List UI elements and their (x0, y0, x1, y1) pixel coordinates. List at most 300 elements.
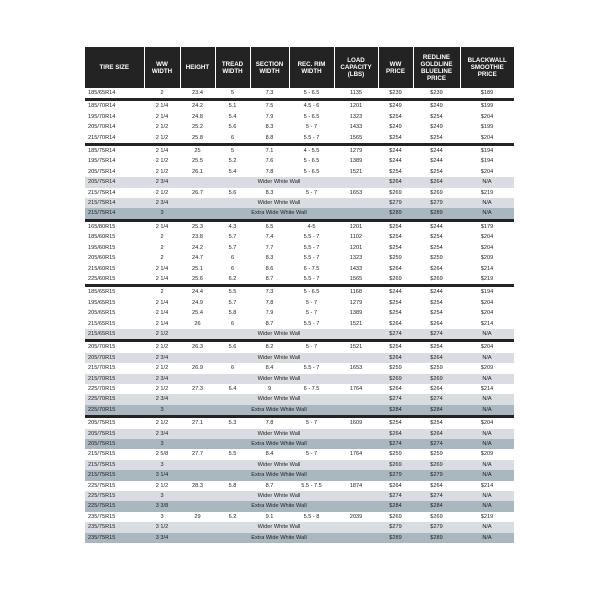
cell-blackwall-price: $219 (460, 188, 514, 198)
cell-load-capacity: 1521 (334, 167, 378, 177)
cell-tire-size: 185/60R15 (85, 232, 144, 242)
cell-section-width: 7.9 (250, 112, 289, 122)
header-ww-price: WW PRICE (378, 47, 413, 88)
cell-height: 24.7 (180, 253, 215, 263)
cell-ww-width: 3 (144, 439, 180, 449)
cell-tire-size: 215/75R14 (85, 208, 144, 218)
cell-ww-price: $274 (378, 491, 413, 501)
cell-ww-price: $254 (378, 342, 413, 352)
cell-blackwall-price: N/A (460, 374, 514, 384)
cell-load-capacity: 1201 (334, 222, 378, 232)
cell-tread-width: 6 (215, 264, 250, 274)
table-row (85, 287, 514, 297)
cell-ww-price: $254 (378, 133, 413, 143)
cell-tire-size: 195/65R15 (85, 298, 144, 308)
cell-redline-price: $289 (413, 533, 460, 543)
cell-redline-price: $254 (413, 243, 460, 253)
table-row (85, 101, 514, 111)
cell-blackwall-price: $179 (460, 222, 514, 232)
cell-blackwall-price: $219 (460, 274, 514, 284)
cell-redline-price: $254 (413, 418, 460, 428)
cell-ww-width: 2 (144, 287, 180, 297)
cell-tire-size: 225/70R15 (85, 384, 144, 394)
cell-redline-price: $269 (413, 512, 460, 522)
cell-note: Wider White Wall (180, 353, 378, 363)
cell-ww-price: $269 (378, 274, 413, 284)
cell-ww-width: 3 (144, 405, 180, 415)
cell-redline-price: $264 (413, 264, 460, 274)
cell-tread-width: 5.3 (215, 418, 250, 428)
cell-ww-price: $289 (378, 533, 413, 543)
cell-redline-price: $254 (413, 342, 460, 352)
table-row (85, 253, 514, 263)
table-row (85, 439, 514, 449)
cell-tread-width: 5.6 (215, 122, 250, 132)
cell-tread-width: 6 (215, 319, 250, 329)
cell-ww-price: $264 (378, 264, 413, 274)
cell-height: 26.9 (180, 363, 215, 373)
cell-ww-width: 2 1/2 (144, 156, 180, 166)
cell-tire-size: 225/70R15 (85, 394, 144, 404)
cell-ww-width: 2 1/2 (144, 329, 180, 339)
cell-redline-price: $274 (413, 491, 460, 501)
cell-ww-price: $239 (378, 88, 413, 98)
cell-blackwall-price: $214 (460, 319, 514, 329)
cell-rec-rim-width: 6 - 7.5 (289, 264, 334, 274)
cell-blackwall-price: N/A (460, 329, 514, 339)
cell-ww-price: $254 (378, 222, 413, 232)
cell-ww-price: $274 (378, 329, 413, 339)
cell-blackwall-price: N/A (460, 405, 514, 415)
cell-tread-width: 6 (215, 363, 250, 373)
cell-redline-price: $289 (413, 208, 460, 218)
cell-tread-width: 5.5 (215, 287, 250, 297)
cell-note: Extra Wide White Wall (180, 439, 378, 449)
cell-blackwall-price: $214 (460, 384, 514, 394)
cell-ww-price: $259 (378, 253, 413, 263)
cell-tire-size: 215/70R15 (85, 363, 144, 373)
cell-ww-width: 2 (144, 253, 180, 263)
cell-ww-price: $244 (378, 146, 413, 156)
cell-ww-width: 2 1/4 (144, 222, 180, 232)
cell-ww-width: 2 5/8 (144, 449, 180, 459)
cell-section-width: 7.9 (250, 308, 289, 318)
cell-note: Extra Wide White Wall (180, 405, 378, 415)
cell-load-capacity: 1323 (334, 253, 378, 263)
cell-blackwall-price: $204 (460, 298, 514, 308)
cell-height: 25.3 (180, 222, 215, 232)
cell-tire-size: 185/70R14 (85, 101, 144, 111)
cell-blackwall-price: $204 (460, 243, 514, 253)
cell-redline-price: $264 (413, 384, 460, 394)
cell-blackwall-price: N/A (460, 177, 514, 187)
cell-note: Extra Wide White Wall (180, 501, 378, 511)
cell-height: 25.1 (180, 264, 215, 274)
cell-tread-width: 6.4 (215, 384, 250, 394)
cell-redline-price: $244 (413, 156, 460, 166)
cell-ww-width: 2 3/4 (144, 374, 180, 384)
cell-ww-price: $249 (378, 101, 413, 111)
cell-load-capacity: 1389 (334, 308, 378, 318)
cell-ww-width: 2 1/2 (144, 133, 180, 143)
table-row (85, 188, 514, 198)
cell-height: 24.4 (180, 287, 215, 297)
cell-tread-width: 5.4 (215, 112, 250, 122)
cell-ww-price: $254 (378, 243, 413, 253)
table-row (85, 418, 514, 428)
cell-height: 25 (180, 146, 215, 156)
cell-rec-rim-width: 4 - 5.5 (289, 146, 334, 156)
cell-ww-price: $274 (378, 394, 413, 404)
cell-blackwall-price: N/A (460, 429, 514, 439)
cell-ww-width: 2 (144, 88, 180, 98)
cell-ww-price: $254 (378, 232, 413, 242)
cell-ww-width: 2 (144, 243, 180, 253)
cell-tread-width: 5.7 (215, 243, 250, 253)
cell-redline-price: $244 (413, 287, 460, 297)
cell-tread-width: 5.8 (215, 481, 250, 491)
header-tread-width: TREAD WIDTH (215, 47, 250, 88)
cell-section-width: 7.8 (250, 167, 289, 177)
cell-tread-width: 5.2 (215, 156, 250, 166)
table-row (85, 298, 514, 308)
cell-section-width: 9.1 (250, 512, 289, 522)
cell-load-capacity: 1389 (334, 156, 378, 166)
cell-redline-price: $264 (413, 353, 460, 363)
cell-tread-width: 5.6 (215, 188, 250, 198)
cell-rec-rim-width: 5.5 - 7 (289, 253, 334, 263)
cell-ww-width: 3 (144, 491, 180, 501)
cell-ww-price: $279 (378, 198, 413, 208)
header-section-width: SECTION WIDTH (250, 47, 289, 88)
cell-tire-size: 185/75R14 (85, 146, 144, 156)
cell-note: Wider White Wall (180, 374, 378, 384)
cell-redline-price: $259 (413, 253, 460, 263)
table-row (85, 374, 514, 384)
table-row (85, 112, 514, 122)
cell-redline-price: $269 (413, 274, 460, 284)
header-load-capacity: LOAD CAPACITY (LBS) (334, 47, 378, 88)
cell-rec-rim-width: 5 - 7 (289, 342, 334, 352)
cell-tread-width: 4.3 (215, 222, 250, 232)
cell-ww-price: $254 (378, 308, 413, 318)
cell-ww-width: 2 1/2 (144, 481, 180, 491)
cell-blackwall-price: N/A (460, 491, 514, 501)
table-row (85, 319, 514, 329)
cell-section-width: 8.8 (250, 133, 289, 143)
table-row (85, 232, 514, 242)
cell-redline-price: $279 (413, 522, 460, 532)
cell-tire-size: 225/70R15 (85, 405, 144, 415)
table-row (85, 501, 514, 511)
cell-load-capacity: 1433 (334, 122, 378, 132)
cell-blackwall-price: N/A (460, 208, 514, 218)
cell-ww-price: $244 (378, 287, 413, 297)
cell-tire-size: 205/70R15 (85, 353, 144, 363)
cell-blackwall-price: $209 (460, 253, 514, 263)
cell-tire-size: 195/60R15 (85, 243, 144, 253)
cell-load-capacity: 1764 (334, 449, 378, 459)
cell-blackwall-price: $209 (460, 449, 514, 459)
cell-ww-width: 2 1/4 (144, 319, 180, 329)
header-rec-rim-width: REC. RIM WIDTH (289, 47, 334, 88)
cell-redline-price: $264 (413, 429, 460, 439)
cell-ww-width: 2 3/4 (144, 394, 180, 404)
cell-ww-price: $264 (378, 353, 413, 363)
cell-height: 25.6 (180, 274, 215, 284)
table-row (85, 222, 514, 232)
cell-tire-size: 225/60R15 (85, 274, 144, 284)
cell-height: 25.2 (180, 122, 215, 132)
cell-note: Wider White Wall (180, 329, 378, 339)
cell-tire-size: 215/60R15 (85, 264, 144, 274)
cell-section-width: 7.1 (250, 146, 289, 156)
cell-ww-width: 2 1/2 (144, 363, 180, 373)
cell-tire-size: 235/75R15 (85, 512, 144, 522)
cell-redline-price: $274 (413, 329, 460, 339)
cell-height: 24.2 (180, 101, 215, 111)
cell-height: 25.4 (180, 308, 215, 318)
cell-tire-size: 215/75R15 (85, 470, 144, 480)
cell-load-capacity: 1168 (334, 287, 378, 297)
cell-blackwall-price: N/A (460, 394, 514, 404)
cell-tire-size: 205/60R15 (85, 253, 144, 263)
cell-section-width: 7.7 (250, 243, 289, 253)
cell-section-width: 7.6 (250, 156, 289, 166)
cell-tread-width: 5.7 (215, 232, 250, 242)
cell-height: 25.5 (180, 156, 215, 166)
cell-ww-width: 2 1/2 (144, 167, 180, 177)
cell-ww-price: $269 (378, 188, 413, 198)
header-height: HEIGHT (180, 47, 215, 88)
cell-blackwall-price: $204 (460, 308, 514, 318)
cell-tire-size: 185/65R14 (85, 88, 144, 98)
cell-blackwall-price: $204 (460, 167, 514, 177)
cell-rec-rim-width: 5.5 - 7 (289, 319, 334, 329)
table-row (85, 342, 514, 352)
cell-ww-width: 3 1/2 (144, 522, 180, 532)
cell-tire-size: 215/65R15 (85, 319, 144, 329)
cell-ww-price: $244 (378, 156, 413, 166)
cell-tire-size: 215/65R15 (85, 329, 144, 339)
cell-blackwall-price: $204 (460, 133, 514, 143)
cell-ww-width: 3 3/8 (144, 501, 180, 511)
cell-redline-price: $254 (413, 298, 460, 308)
table-row (85, 384, 514, 394)
cell-redline-price: $254 (413, 112, 460, 122)
cell-blackwall-price: $194 (460, 156, 514, 166)
cell-section-width: 9 (250, 384, 289, 394)
cell-redline-price: $269 (413, 460, 460, 470)
table-row (85, 243, 514, 253)
cell-load-capacity: 1653 (334, 188, 378, 198)
cell-section-width: 8.6 (250, 264, 289, 274)
table-row (85, 156, 514, 166)
cell-tread-width: 5.4 (215, 167, 250, 177)
cell-load-capacity: 1764 (334, 384, 378, 394)
cell-redline-price: $264 (413, 481, 460, 491)
cell-ww-width: 2 1/2 (144, 188, 180, 198)
cell-ww-width: 2 1/2 (144, 418, 180, 428)
cell-tread-width: 6 (215, 133, 250, 143)
cell-ww-price: $279 (378, 522, 413, 532)
cell-height: 26.7 (180, 188, 215, 198)
cell-ww-price: $269 (378, 374, 413, 384)
cell-note: Wider White Wall (180, 460, 378, 470)
cell-load-capacity: 1565 (334, 133, 378, 143)
cell-section-width: 7.4 (250, 232, 289, 242)
cell-height: 23.4 (180, 88, 215, 98)
cell-blackwall-price: $194 (460, 146, 514, 156)
cell-ww-price: $259 (378, 363, 413, 373)
table-row (85, 449, 514, 459)
cell-redline-price: $284 (413, 501, 460, 511)
cell-tire-size: 215/75R15 (85, 460, 144, 470)
cell-height: 23.8 (180, 232, 215, 242)
cell-section-width: 7.8 (250, 298, 289, 308)
tire-spec-table (85, 47, 514, 543)
cell-height: 24.9 (180, 298, 215, 308)
cell-blackwall-price: N/A (460, 522, 514, 532)
table-row (85, 533, 514, 543)
cell-load-capacity: 1279 (334, 146, 378, 156)
cell-tire-size: 195/70R14 (85, 112, 144, 122)
cell-tire-size: 225/75R15 (85, 491, 144, 501)
cell-section-width: 7.3 (250, 88, 289, 98)
table-row (85, 460, 514, 470)
cell-blackwall-price: $214 (460, 264, 514, 274)
cell-height: 24.8 (180, 112, 215, 122)
cell-ww-width: 2 1/4 (144, 298, 180, 308)
cell-section-width: 8.3 (250, 253, 289, 263)
table-row (85, 274, 514, 284)
cell-rec-rim-width: 5 - 7 (289, 298, 334, 308)
cell-tread-width: 5.5 (215, 449, 250, 459)
cell-tire-size: 235/75R15 (85, 522, 144, 532)
cell-load-capacity: 1565 (334, 274, 378, 284)
cell-height: 27.3 (180, 384, 215, 394)
cell-height: 26.3 (180, 342, 215, 352)
cell-ww-width: 2 3/4 (144, 429, 180, 439)
cell-blackwall-price: N/A (460, 470, 514, 480)
cell-ww-price: $264 (378, 177, 413, 187)
cell-tire-size: 205/70R14 (85, 122, 144, 132)
cell-ww-width: 2 1/4 (144, 101, 180, 111)
table-row (85, 512, 514, 522)
cell-redline-price: $259 (413, 363, 460, 373)
cell-redline-price: $269 (413, 374, 460, 384)
cell-rec-rim-width: 5.5 - 7 (289, 133, 334, 143)
cell-section-width: 7.3 (250, 287, 289, 297)
cell-redline-price: $254 (413, 133, 460, 143)
cell-tire-size: 215/75R14 (85, 198, 144, 208)
cell-load-capacity: 2039 (334, 512, 378, 522)
table-row (85, 394, 514, 404)
cell-height: 26 (180, 319, 215, 329)
table-row (85, 264, 514, 274)
cell-ww-price: $269 (378, 460, 413, 470)
cell-rec-rim-width: 5.5 - 7 (289, 232, 334, 242)
cell-rec-rim-width: 4-5 (289, 222, 334, 232)
cell-rec-rim-width: 4.5 - 6 (289, 101, 334, 111)
cell-ww-width: 2 3/4 (144, 177, 180, 187)
cell-rec-rim-width: 5 - 7 (289, 308, 334, 318)
table-row (85, 491, 514, 501)
table-row (85, 481, 514, 491)
cell-tire-size: 215/75R14 (85, 188, 144, 198)
cell-redline-price: $279 (413, 198, 460, 208)
cell-ww-price: $284 (378, 405, 413, 415)
cell-ww-price: $254 (378, 167, 413, 177)
cell-ww-price: $289 (378, 208, 413, 218)
cell-section-width: 8.7 (250, 319, 289, 329)
cell-tire-size: 215/70R15 (85, 374, 144, 384)
cell-tread-width: 5.7 (215, 298, 250, 308)
cell-ww-price: $269 (378, 512, 413, 522)
cell-load-capacity: 1874 (334, 481, 378, 491)
cell-rec-rim-width: 5.5 - 8 (289, 512, 334, 522)
cell-tread-width: 6.2 (215, 274, 250, 284)
cell-tire-size: 205/75R15 (85, 418, 144, 428)
cell-ww-price: $254 (378, 112, 413, 122)
cell-redline-price: $259 (413, 449, 460, 459)
cell-ww-price: $284 (378, 501, 413, 511)
cell-rec-rim-width: 5.5 - 7 (289, 243, 334, 253)
cell-ww-width: 2 3/4 (144, 353, 180, 363)
table-row (85, 146, 514, 156)
cell-ww-width: 2 1/4 (144, 308, 180, 318)
cell-section-width: 8.4 (250, 449, 289, 459)
cell-ww-width: 2 (144, 232, 180, 242)
cell-redline-price: $254 (413, 308, 460, 318)
cell-blackwall-price: N/A (460, 501, 514, 511)
cell-tread-width: 5 (215, 88, 250, 98)
cell-load-capacity: 1279 (334, 298, 378, 308)
cell-note: Extra Wide White Wall (180, 533, 378, 543)
cell-ww-width: 3 (144, 512, 180, 522)
table-row (85, 470, 514, 480)
cell-section-width: 8.2 (250, 342, 289, 352)
cell-ww-width: 3 (144, 460, 180, 470)
cell-load-capacity: 1653 (334, 363, 378, 373)
cell-tread-width: 5 (215, 146, 250, 156)
cell-rec-rim-width: 5 - 6.5 (289, 112, 334, 122)
cell-blackwall-price: N/A (460, 460, 514, 470)
cell-note: Wider White Wall (180, 522, 378, 532)
cell-tire-size: 185/65R15 (85, 287, 144, 297)
cell-load-capacity: 1201 (334, 101, 378, 111)
cell-tread-width: 5.1 (215, 101, 250, 111)
cell-rec-rim-width: 5 - 7 (289, 449, 334, 459)
cell-section-width: 6.5 (250, 222, 289, 232)
cell-ww-price: $264 (378, 319, 413, 329)
table-row (85, 308, 514, 318)
cell-height: 27.1 (180, 418, 215, 428)
cell-blackwall-price: $199 (460, 101, 514, 111)
cell-redline-price: $264 (413, 319, 460, 329)
cell-tread-width: 6.2 (215, 512, 250, 522)
cell-blackwall-price: $219 (460, 512, 514, 522)
cell-redline-price: $239 (413, 88, 460, 98)
header-tire-size: TIRE SIZE (85, 47, 144, 88)
tire-spec-table-wrapper (85, 47, 514, 543)
cell-ww-width: 3 3/4 (144, 533, 180, 543)
table-row (85, 405, 514, 415)
cell-load-capacity: 1102 (334, 232, 378, 242)
cell-blackwall-price: $189 (460, 88, 514, 98)
cell-ww-price: $264 (378, 384, 413, 394)
cell-redline-price: $249 (413, 122, 460, 132)
